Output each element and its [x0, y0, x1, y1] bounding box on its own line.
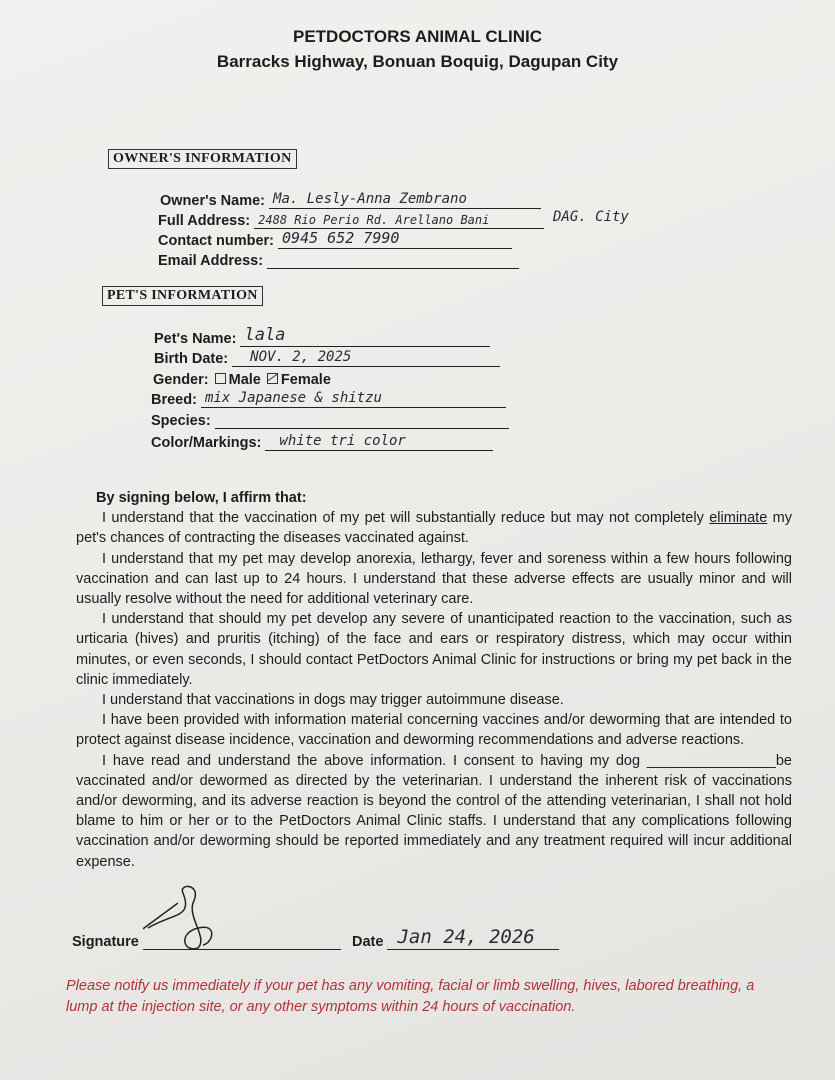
affirmation-lead: By signing below, I affirm that:	[96, 490, 307, 506]
date-field[interactable]	[387, 926, 559, 950]
pet-birth-field[interactable]	[232, 350, 500, 367]
p6-text: I have read and understand the above information. I consent to having my dog	[102, 752, 647, 769]
pet-name-value: lala	[244, 325, 286, 345]
owner-name-value: Ma. Lesly-Anna Zembrano	[273, 191, 467, 207]
date-label: Date	[352, 934, 384, 950]
affirmation-text	[76, 488, 792, 872]
pet-birth-row	[154, 350, 500, 367]
affirmation-paragraph-4: I understand that vaccinations in dogs may trigger autoimmune disease.	[102, 692, 564, 709]
owner-email-label: Email Address:	[158, 253, 264, 269]
pet-breed-row	[151, 391, 506, 408]
owner-contact-row	[158, 229, 512, 249]
pet-gender-row	[153, 372, 331, 388]
dog-name-blank[interactable]: ________________	[646, 752, 776, 769]
post-vaccination-notice: Please notify us immediately if your pet has any vomiting, facial or limb swelling, hives, labored breathing, a lump at the injection site, or any other symptoms within 24 hours of vaccination.	[66, 978, 755, 1015]
pet-color-label: Color/Markings:	[151, 435, 262, 451]
signature-row	[72, 933, 341, 950]
pet-breed-value: mix Japanese & shitzu	[204, 390, 382, 406]
pet-name-label: Pet's Name:	[154, 331, 237, 347]
owner-address-field[interactable]	[254, 212, 544, 229]
owner-address-value: 2488 Rio Perio Rd. Arellano Bani	[258, 213, 490, 227]
signature-label: Signature	[72, 934, 139, 950]
pet-name-row	[154, 325, 490, 347]
date-row	[352, 926, 559, 950]
affirmation-paragraph-5: I have been provided with information material concerning vaccines and/or deworming that are intended to protect against disease incidence, vaccination and deworming recommendations and adverse reactions.	[76, 712, 792, 749]
owner-contact-field[interactable]	[278, 229, 512, 249]
owner-email-row	[158, 252, 519, 269]
signature-mark	[143, 883, 253, 953]
date-value: Jan 24, 2026	[397, 926, 535, 948]
p1-text: I understand that the vaccination of my pet will substantially reduce but may not completely	[102, 510, 710, 527]
owner-name-row	[160, 192, 541, 209]
owner-contact-label: Contact number:	[158, 233, 274, 249]
affirmation-paragraph-6	[76, 751, 792, 872]
pet-species-row	[151, 412, 509, 429]
owner-address-label: Full Address:	[158, 213, 251, 229]
pet-section-heading: PET'S INFORMATION	[102, 286, 263, 306]
pet-gender-label: Gender:	[153, 372, 209, 388]
pet-birth-value: NOV. 2, 2025	[250, 349, 352, 365]
p1-text-end: my pet's chances of contracting the diseases vaccinated against.	[76, 510, 792, 547]
pet-color-field[interactable]	[265, 434, 493, 451]
owner-section-heading: OWNER'S INFORMATION	[108, 149, 297, 169]
clinic-address: Barracks Highway, Bonuan Boquig, Dagupan City	[216, 52, 619, 71]
pet-color-value: white tri color	[279, 433, 406, 449]
pet-breed-field[interactable]	[201, 391, 506, 408]
male-checkbox[interactable]	[215, 373, 226, 384]
owner-email-field[interactable]	[267, 252, 519, 269]
pet-breed-label: Breed:	[151, 392, 197, 408]
clinic-name: PETDOCTORS ANIMAL CLINIC	[292, 27, 543, 46]
pet-species-field[interactable]	[215, 412, 509, 429]
male-label: Male	[228, 372, 261, 388]
owner-address-row	[158, 209, 629, 229]
p1-underlined: eliminate	[709, 510, 768, 527]
pet-color-row	[151, 434, 493, 451]
female-checkbox[interactable]	[267, 373, 278, 384]
pet-species-label: Species:	[151, 413, 211, 429]
owner-name-label: Owner's Name:	[160, 193, 265, 209]
affirmation-paragraph-2: I understand that my pet may develop anorexia, lethargy, fever and soreness within a few hours following vaccination and can last up to 24 hours. I understand that these adverse effects are usually minor and will usually resolve without the need for additional veterinary care.	[76, 550, 792, 608]
p6-text-end: be vaccinated and/or dewormed as directed by the veterinarian. I understand the inherent risk of vaccinations and/or deworming, and its adverse reaction is beyond the control of the attending veterinarian, I shall not hold blame to him or her or to the PetDoctors Animal Clinic staffs. I understand that any complications following vaccination and/or deworming should be reported immediately and any treatment required will incur additional expense.	[76, 752, 792, 870]
affirmation-paragraph-3: I understand that should my pet develop any severe of unanticipated reaction to the vaccination, such as urticaria (hives) and pruritis (itching) of the face and ears or respiratory distress, which may occur within minutes, or even seconds, I should contact PetDoctors Animal Clinic for instructions or bring my pet back in the clinic immediately.	[76, 611, 792, 688]
pet-name-field[interactable]	[240, 325, 490, 347]
owner-name-field[interactable]	[269, 192, 541, 209]
pet-birth-label: Birth Date:	[154, 351, 229, 367]
owner-address-extra: DAG. City	[553, 209, 629, 225]
owner-contact-value: 0945 652 7990	[282, 229, 400, 247]
affirmation-paragraph-1	[76, 508, 792, 548]
signature-field[interactable]	[143, 933, 341, 950]
female-label: Female	[280, 372, 331, 388]
